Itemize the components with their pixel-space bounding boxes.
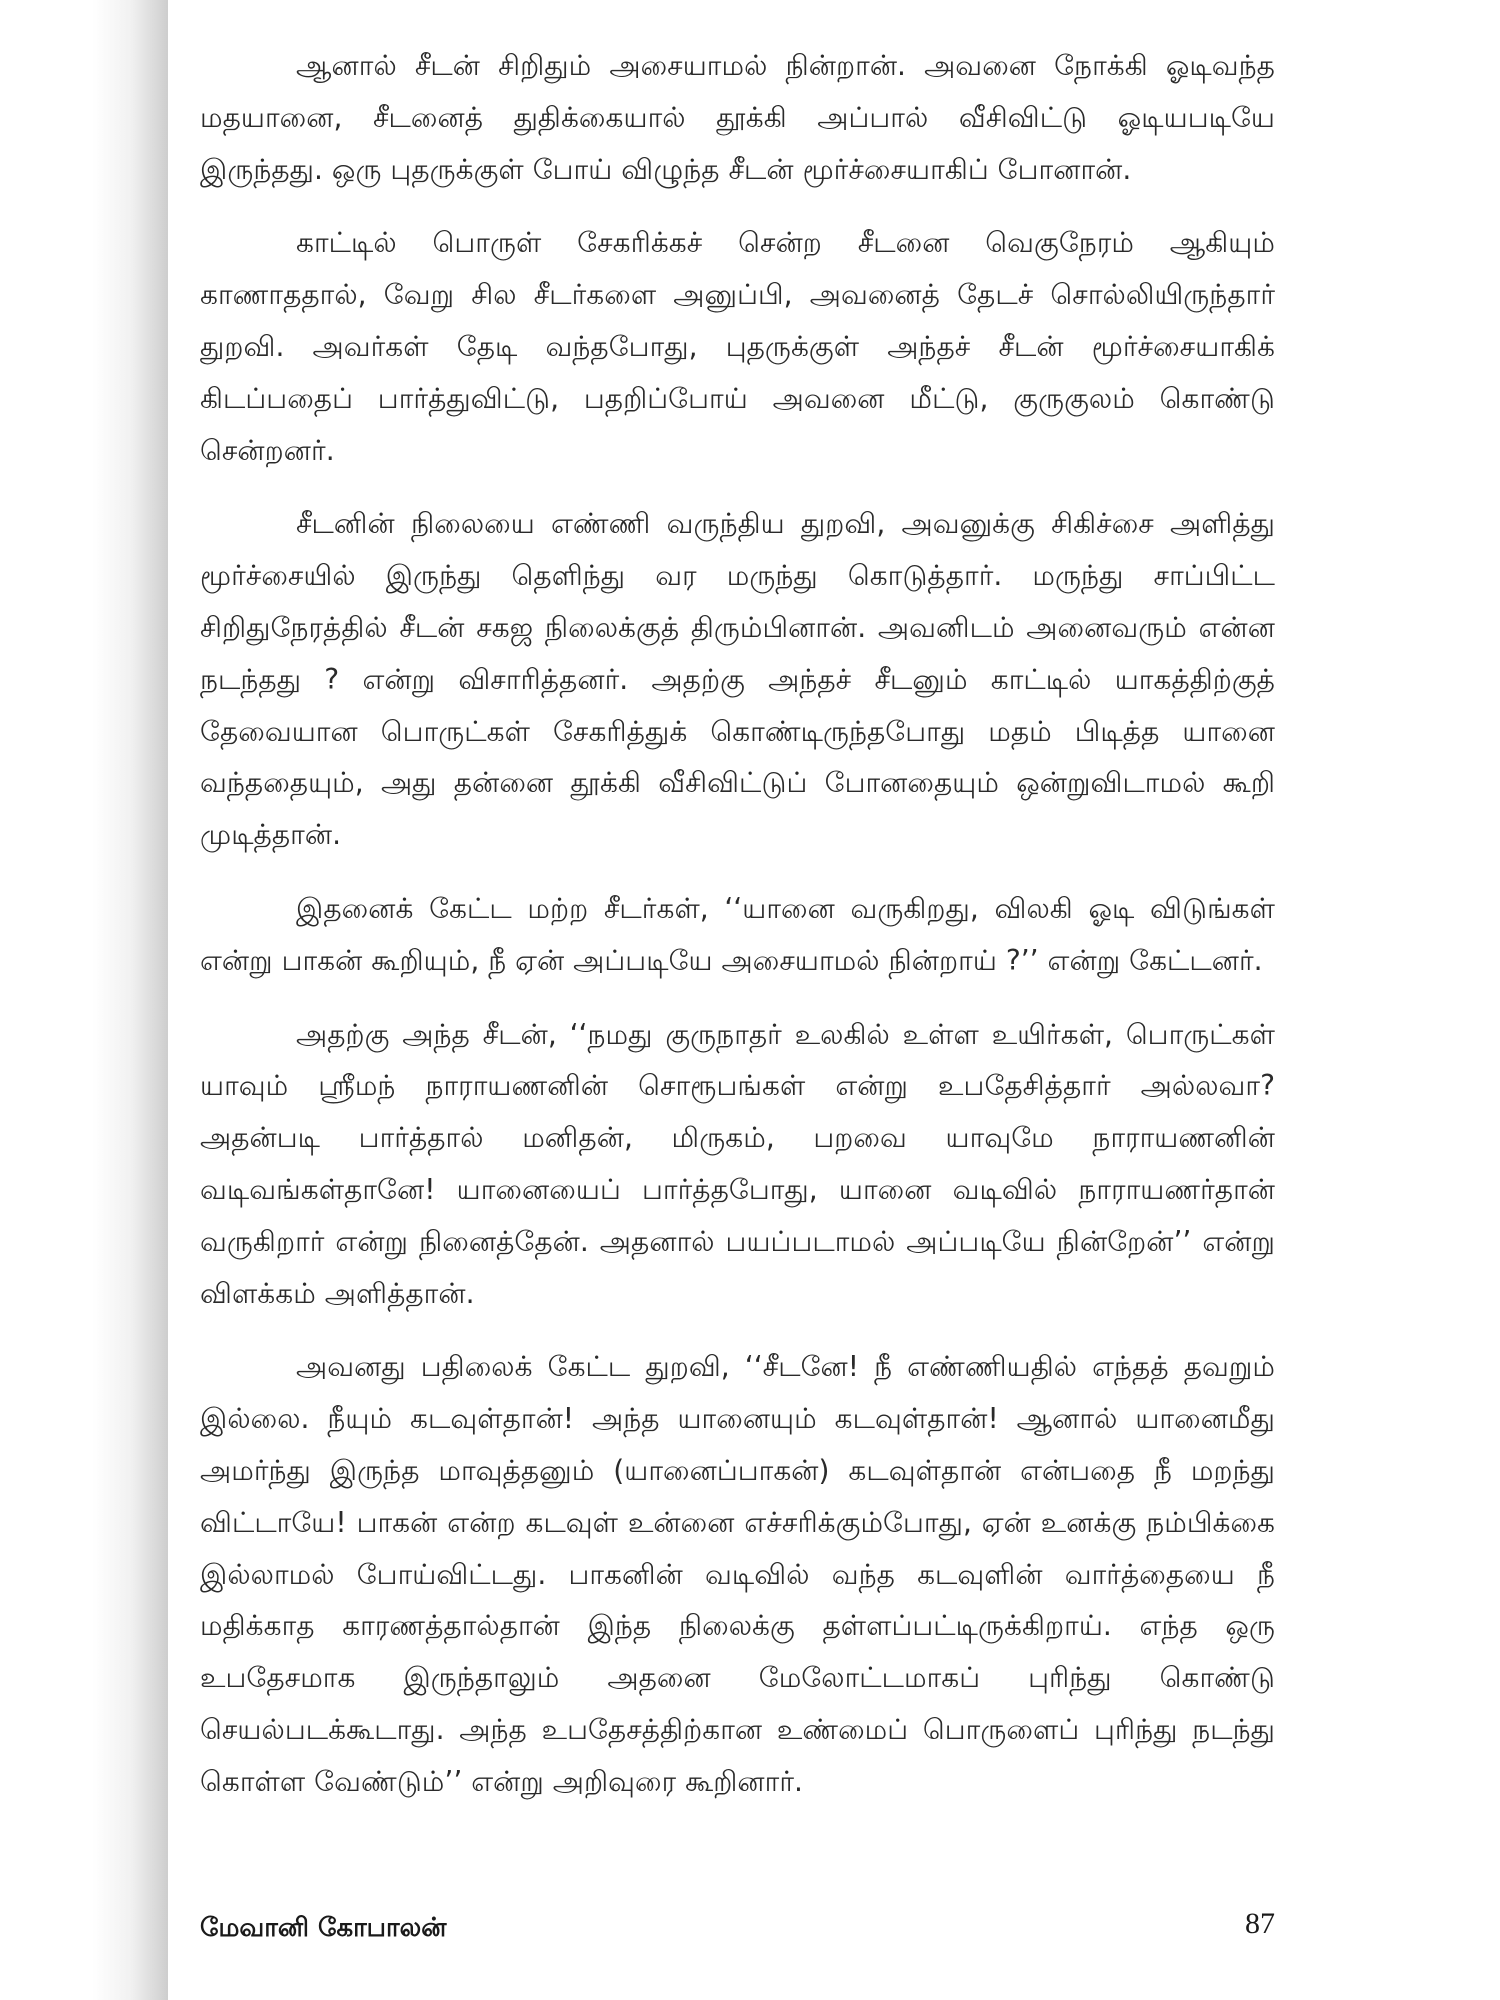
paragraph-4: இதனைக் கேட்ட மற்ற சீடர்கள், ‘‘யானை வருகிறது, விலகி ஓடி விடுங்கள் என்று பாகன் கூறியும், நீ ஏன் அப்படியே அசையாமல் நின்றாய் ?’’ என்று கேட்டனர். (200, 891, 1275, 977)
paragraph-5: அதற்கு அந்த சீடன், ‘‘நமது குருநாதர் உலகில் உள்ள உயிர்கள், பொருட்கள் யாவும் ஸ்ரீமந் நாராயணனின் சொரூபங்கள் என்று உபதேசித்தார் அல்லவா? அதன்படி பார்த்தால் மனிதன், மிருகம், பறவை யாவுமே நாராயணனின் வடிவங்கள்தானே! யானையைப் பார்த்தபோது, யானை வடிவில் நாராயணர்தான் வருகிறார் என்று நினைத்தேன். அதனால் பயப்படாமல் அப்படியே நின்றேன்’’ என்று விளக்கம் அளித்தான். (200, 1017, 1275, 1310)
page-number: 87 (1245, 1907, 1275, 1940)
paragraph-6: அவனது பதிலைக் கேட்ட துறவி, ‘‘சீடனே! நீ எண்ணியதில் எந்தத் தவறும் இல்லை. நீயும் கடவுள்தான்! அந்த யானையும் கடவுள்தான்! ஆனால் யானைமீது அமர்ந்து இருந்த மாவுத்தனும் (யானைப்பாகன்) கடவுள்தான் என்பதை நீ மறந்து விட்டாயே! பாகன் என்ற கடவுள் உன்னை எச்சரிக்கும்போது, ஏன் உனக்கு நம்பிக்கை இல்லாமல் போய்விட்டது. பாகனின் வடிவில் வந்த கடவுளின் வார்த்தையை நீ மதிக்காத காரணத்தால்தான் இந்த நிலைக்கு தள்ளப்பட்டிருக்கிறாய். எந்த ஒரு உபதேசமாக இருந்தாலும் அதனை மேலோட்டமாகப் புரிந்து கொண்டு செயல்படக்கூடாது. அந்த உபதேசத்திற்கான உண்மைப் பொருளைப் புரிந்து நடந்து கொள்ள வேண்டும்’’ என்று அறிவுரை கூறினார். (200, 1350, 1275, 1798)
paragraph-1: ஆனால் சீடன் சிறிதும் அசையாமல் நின்றான். அவனை நோக்கி ஓடிவந்த மதயானை, சீடனைத் துதிக்கையால் தூக்கி அப்பால் வீசிவிட்டு ஓடியபடியே இருந்தது. ஒரு புதருக்குள் போய் விழுந்த சீடன் மூர்ச்சையாகிப் போனான். (200, 49, 1275, 186)
page-footer (200, 1907, 1275, 1953)
page-body-text (200, 40, 1275, 1830)
paragraph-3: சீடனின் நிலையை எண்ணி வருந்திய துறவி, அவனுக்கு சிகிச்சை அளித்து மூர்ச்சையில் இருந்து தெளிந்து வர மருந்து கொடுத்தார். மருந்து சாப்பிட்ட சிறிதுநேரத்தில் சீடன் சகஜ நிலைக்குத் திரும்பினான். அவனிடம் அனைவரும் என்ன நடந்தது ? என்று விசாரித்தனர். அதற்கு அந்தச் சீடனும் காட்டில் யாகத்திற்குத் தேவையான பொருட்கள் சேகரித்துக் கொண்டிருந்தபோது மதம் பிடித்த யானை வந்ததையும், அது தன்னை தூக்கி வீசிவிட்டுப் போனதையும் ஒன்றுவிடாமல் கூறி முடித்தான். (200, 507, 1276, 852)
author-name: மேவானி கோபாலன் (200, 1913, 447, 1943)
book-spine-shadow (0, 0, 168, 2000)
paragraph-2: காட்டில் பொருள் சேகரிக்கச் சென்ற சீடனை வெகுநேரம் ஆகியும் காணாததால், வேறு சில சீடர்களை அனுப்பி, அவனைத் தேடச் சொல்லியிருந்தார் துறவி. அவர்கள் தேடி வந்தபோது, புதருக்குள் அந்தச் சீடன் மூர்ச்சையாகிக் கிடப்பதைப் பார்த்துவிட்டு, பதறிப்போய் அவனை மீட்டு, குருகுலம் கொண்டு சென்றனர். (200, 226, 1275, 467)
